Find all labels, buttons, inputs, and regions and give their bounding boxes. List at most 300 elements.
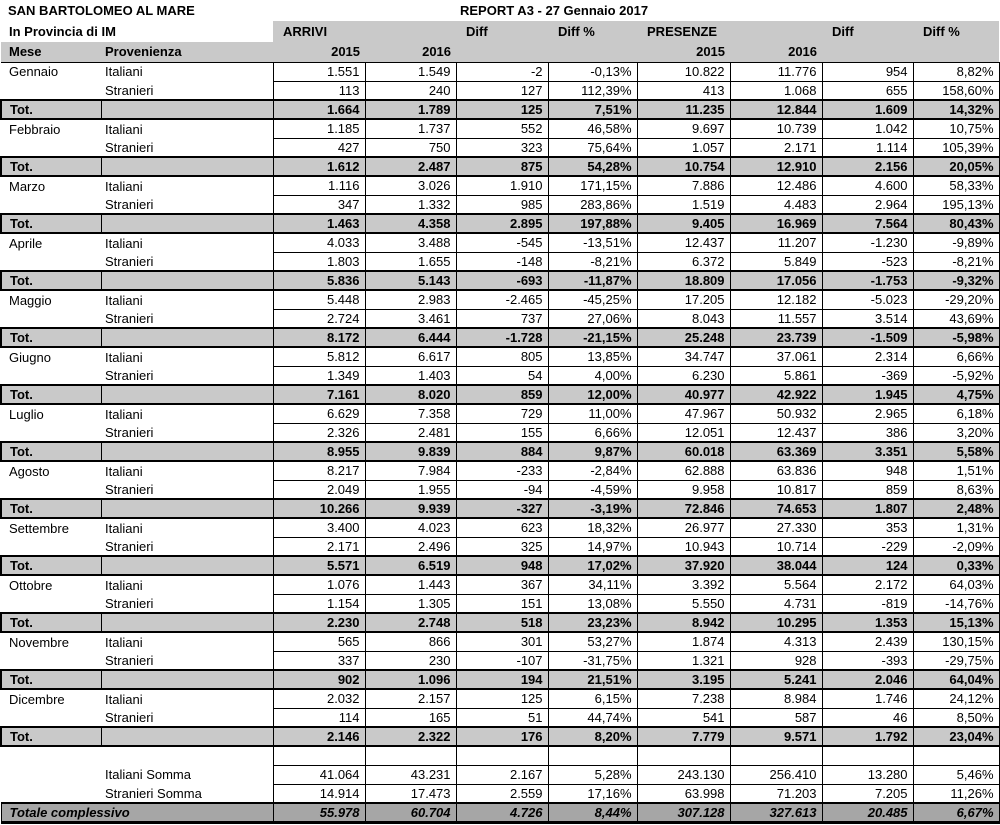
tot-value-cell: 1.096 [365,670,456,689]
tot-value-cell: 8.172 [273,328,365,347]
value-cell: 63.836 [730,461,822,480]
tot-value-cell: 63.369 [730,442,822,461]
value-cell: 8,50% [913,708,999,727]
value-cell: -2,84% [548,461,637,480]
value-cell: 750 [365,138,456,157]
month-total-row [1,727,999,746]
value-cell: 1.305 [365,594,456,613]
summary-value-cell: 13.280 [822,765,913,784]
value-cell: 6,18% [913,404,999,423]
month-total-row [1,442,999,461]
tot-value-cell: 21,51% [548,670,637,689]
value-cell: 11.557 [730,309,822,328]
provenienza-cell: Italiani [105,406,143,422]
tot-value-cell: 9.939 [365,499,456,518]
month-data-row [1,233,999,252]
value-cell: 127 [456,81,548,100]
value-cell: 2.171 [730,138,822,157]
value-cell: 1.321 [637,651,730,670]
tot-value-cell: 5.241 [730,670,822,689]
value-cell: 44,74% [548,708,637,727]
summary-value-cell: 17.473 [365,784,456,803]
value-cell: 1.746 [822,689,913,708]
tot-value-cell: -1.728 [456,328,548,347]
value-cell: 18,32% [548,518,637,537]
tot-value-cell: 2.322 [365,727,456,746]
value-cell: 325 [456,537,548,556]
tot-value-cell: 6.444 [365,328,456,347]
report-title: REPORT A3 - 27 Gennaio 2017 [460,3,649,18]
tot-value-cell: 42.922 [730,385,822,404]
tot-label-cell: Tot. [1,100,101,119]
month-total-row [1,157,999,176]
tot-value-cell: 12,00% [548,385,637,404]
tot-value-cell: -693 [456,271,548,290]
tot-value-cell: 518 [456,613,548,632]
value-cell: 1.737 [365,119,456,138]
value-cell: 125 [456,689,548,708]
arrivi-2015-header: 2015 [273,42,365,62]
tot-value-cell: 1.609 [822,100,913,119]
tot-label-cell: Tot. [1,328,101,347]
value-cell: 158,60% [913,81,999,100]
value-cell: 13,08% [548,594,637,613]
value-cell: -2,09% [913,537,999,556]
provenienza-cell: Italiani [105,349,143,365]
summary-value-cell: 5,28% [548,765,637,784]
provenienza-cell: Stranieri [105,538,154,554]
value-cell: 6.617 [365,347,456,366]
tot-value-cell: 859 [456,385,548,404]
value-cell: 2.964 [822,195,913,214]
tot-value-cell: 176 [456,727,548,746]
value-cell: 1.116 [273,176,365,195]
value-cell: 5.550 [637,594,730,613]
value-cell: 14,97% [548,537,637,556]
value-cell: 230 [365,651,456,670]
value-cell: 53,27% [548,632,637,651]
month-total-row [1,613,999,632]
month-data-row [1,404,999,423]
value-cell: 2.983 [365,290,456,309]
summary-value-cell: 17,16% [548,784,637,803]
value-cell: 12.486 [730,176,822,195]
value-cell: 587 [730,708,822,727]
tot-label-cell: Tot. [1,613,101,632]
tot-value-cell: 2.046 [822,670,913,689]
value-cell: 4.023 [365,518,456,537]
tot-empty-cell [101,613,273,632]
month-name-cell: Febbraio [9,121,61,137]
summary-value-cell: 41.064 [273,765,365,784]
tot-value-cell: 7.161 [273,385,365,404]
tot-value-cell: 1.664 [273,100,365,119]
month-data-row [1,461,999,480]
tot-value-cell: 2.146 [273,727,365,746]
value-cell: 2.171 [273,537,365,556]
grand-total-value-cell: 6,67% [913,803,999,823]
tot-value-cell: 197,88% [548,214,637,233]
value-cell: 8.043 [637,309,730,328]
provenienza-column-header: Provenienza [101,42,273,62]
tot-empty-cell [101,442,273,461]
value-cell: 7.984 [365,461,456,480]
value-cell: 1.154 [273,594,365,613]
tot-value-cell: 5,58% [913,442,999,461]
presenze-diff-header: Diff [822,21,913,42]
value-cell: 54 [456,366,548,385]
value-cell: 729 [456,404,548,423]
value-cell: 1.332 [365,195,456,214]
grand-total-value-cell: 327.613 [730,803,822,823]
month-data-row [1,81,999,100]
grand-total-row [1,803,999,823]
month-name-cell [1,537,101,556]
value-cell: 427 [273,138,365,157]
tot-value-cell: 3.195 [637,670,730,689]
value-cell: 2.439 [822,632,913,651]
empty-header-cell [913,42,999,62]
value-cell: 5.564 [730,575,822,594]
month-total-row [1,499,999,518]
value-cell: 1.114 [822,138,913,157]
tot-value-cell: 12.910 [730,157,822,176]
month-total-row [1,556,999,575]
value-cell: 6,15% [548,689,637,708]
value-cell: 64,03% [913,575,999,594]
spacer-value-cell [273,746,365,765]
summary-value-cell: 256.410 [730,765,822,784]
summary-value-cell: 43.231 [365,765,456,784]
value-cell: 10.714 [730,537,822,556]
summary-value-cell: 2.559 [456,784,548,803]
provenienza-cell: Italiani [105,64,143,80]
tot-label-cell: Tot. [1,157,101,176]
value-cell: 11.207 [730,233,822,252]
value-cell: 2.032 [273,689,365,708]
tot-empty-cell [101,214,273,233]
value-cell: 3.392 [637,575,730,594]
value-cell: 12.437 [637,233,730,252]
value-cell: -31,75% [548,651,637,670]
value-cell: 6,66% [548,423,637,442]
month-data-row [1,537,999,556]
value-cell: -29,20% [913,290,999,309]
value-cell: 347 [273,195,365,214]
mese-column-header: Mese [1,42,101,62]
tot-value-cell: 72.846 [637,499,730,518]
value-cell: 2.049 [273,480,365,499]
tot-value-cell: 15,13% [913,613,999,632]
report-table [0,21,1000,824]
value-cell: 27.330 [730,518,822,537]
value-cell: 165 [365,708,456,727]
value-cell: 7.886 [637,176,730,195]
value-cell: 1.403 [365,366,456,385]
month-data-row [1,176,999,195]
value-cell: 12.437 [730,423,822,442]
value-cell: 5.812 [273,347,365,366]
value-cell: 113 [273,81,365,100]
spacer-cell [1,746,101,765]
grand-total-value-cell: 307.128 [637,803,730,823]
empty-header-cell [548,42,637,62]
value-cell: -2.465 [456,290,548,309]
tot-value-cell: 2.230 [273,613,365,632]
tot-value-cell: 9,87% [548,442,637,461]
provenienza-cell: Italiani [105,520,143,536]
value-cell: 7.358 [365,404,456,423]
tot-label-cell: Tot. [1,670,101,689]
tot-value-cell: -9,32% [913,271,999,290]
spacer-cell [101,746,273,765]
value-cell: -229 [822,537,913,556]
value-cell: 948 [822,461,913,480]
tot-value-cell: 20,05% [913,157,999,176]
empty-header-cell [730,21,822,42]
tot-value-cell: -1.509 [822,328,913,347]
month-name-cell [1,195,101,214]
value-cell: 3.488 [365,233,456,252]
value-cell: 37.061 [730,347,822,366]
value-cell: 114 [273,708,365,727]
summary-empty-cell [1,765,101,784]
value-cell: 7.238 [637,689,730,708]
value-cell: 565 [273,632,365,651]
grand-total-value-cell: 8,44% [548,803,637,823]
tot-value-cell: 1.807 [822,499,913,518]
month-name-cell: Giugno [9,349,51,365]
tot-value-cell: 11.235 [637,100,730,119]
value-cell: 4,00% [548,366,637,385]
tot-value-cell: 1.945 [822,385,913,404]
value-cell: -523 [822,252,913,271]
month-data-row [1,138,999,157]
column-header-row [1,42,999,62]
value-cell: -29,75% [913,651,999,670]
tot-value-cell: 3.351 [822,442,913,461]
value-cell: 1.549 [365,62,456,81]
value-cell: 112,39% [548,81,637,100]
tot-value-cell: 38.044 [730,556,822,575]
value-cell: 367 [456,575,548,594]
value-cell: -233 [456,461,548,480]
value-cell: 2.724 [273,309,365,328]
value-cell: 4.600 [822,176,913,195]
tot-label-cell: Tot. [1,556,101,575]
value-cell: -8,21% [913,252,999,271]
tot-label-cell: Tot. [1,499,101,518]
tot-value-cell: 5.571 [273,556,365,575]
value-cell: 1.519 [637,195,730,214]
tot-value-cell: 80,43% [913,214,999,233]
value-cell: 130,15% [913,632,999,651]
month-name-cell: Marzo [9,178,46,194]
value-cell: -4,59% [548,480,637,499]
month-name-cell [1,81,101,100]
tot-value-cell: 125 [456,100,548,119]
value-cell: 323 [456,138,548,157]
month-name-cell [1,366,101,385]
summary-row [1,765,999,784]
value-cell: 17.205 [637,290,730,309]
value-cell: 34,11% [548,575,637,594]
empty-header-cell [822,42,913,62]
value-cell: 3.026 [365,176,456,195]
value-cell: 3.514 [822,309,913,328]
value-cell: 2.481 [365,423,456,442]
value-cell: 859 [822,480,913,499]
arrivi-2016-header: 2016 [365,42,456,62]
tot-value-cell: -5,98% [913,328,999,347]
tot-value-cell: 14,32% [913,100,999,119]
tot-value-cell: 8.955 [273,442,365,461]
provenienza-cell: Italiani [105,121,143,137]
tot-value-cell: 2.748 [365,613,456,632]
summary-value-cell: 5,46% [913,765,999,784]
spacer-value-cell [456,746,548,765]
tot-label-cell: Tot. [1,385,101,404]
tot-value-cell: -11,87% [548,271,637,290]
provenienza-cell: Stranieri [105,253,154,269]
tot-value-cell: 8.942 [637,613,730,632]
month-data-row [1,366,999,385]
tot-value-cell: 4.358 [365,214,456,233]
tot-value-cell: 60.018 [637,442,730,461]
month-data-row [1,575,999,594]
tot-value-cell: 2.487 [365,157,456,176]
value-cell: 6.629 [273,404,365,423]
tot-value-cell: 7,51% [548,100,637,119]
value-cell: 1,51% [913,461,999,480]
tot-value-cell: 23.739 [730,328,822,347]
value-cell: 5.861 [730,366,822,385]
tot-label-cell: Tot. [1,271,101,290]
value-cell: 623 [456,518,548,537]
value-cell: 9.958 [637,480,730,499]
month-data-row [1,480,999,499]
tot-value-cell: 40.977 [637,385,730,404]
value-cell: 10.822 [637,62,730,81]
tot-value-cell: 9.571 [730,727,822,746]
tot-value-cell: 10.295 [730,613,822,632]
tot-value-cell: -3,19% [548,499,637,518]
month-name-cell: Dicembre [9,691,65,707]
value-cell: -8,21% [548,252,637,271]
value-cell: 1.803 [273,252,365,271]
tot-value-cell: 16.969 [730,214,822,233]
value-cell: 195,13% [913,195,999,214]
presenze-2015-header: 2015 [637,42,730,62]
tot-value-cell: 1.612 [273,157,365,176]
value-cell: 24,12% [913,689,999,708]
value-cell: 8,63% [913,480,999,499]
month-total-row [1,328,999,347]
tot-value-cell: 1.463 [273,214,365,233]
tot-empty-cell [101,727,273,746]
grand-total-value-cell: 60.704 [365,803,456,823]
value-cell: 171,15% [548,176,637,195]
summary-label-cell: Stranieri Somma [105,785,202,801]
month-data-row [1,195,999,214]
month-name-cell [1,594,101,613]
value-cell: 58,33% [913,176,999,195]
value-cell: 50.932 [730,404,822,423]
value-cell: 866 [365,632,456,651]
value-cell: 10,75% [913,119,999,138]
value-cell: -94 [456,480,548,499]
month-data-row [1,62,999,81]
provenienza-cell: Stranieri [105,595,154,611]
provenienza-cell: Italiani [105,577,143,593]
month-name-cell [1,708,101,727]
value-cell: -545 [456,233,548,252]
value-cell: 928 [730,651,822,670]
arrivi-group-header: ARRIVI [273,21,365,42]
tot-empty-cell [101,385,273,404]
value-cell: -819 [822,594,913,613]
tot-label-cell: Tot. [1,727,101,746]
value-cell: 47.967 [637,404,730,423]
month-name-cell [1,651,101,670]
presenze-diffpct-header: Diff % [913,21,999,42]
provenienza-cell: Italiani [105,292,143,308]
value-cell: 1.185 [273,119,365,138]
value-cell: 8.217 [273,461,365,480]
value-cell: 1.057 [637,138,730,157]
value-cell: 301 [456,632,548,651]
value-cell: 2.496 [365,537,456,556]
value-cell: 2.157 [365,689,456,708]
month-name-cell [1,309,101,328]
month-data-row [1,518,999,537]
value-cell: -148 [456,252,548,271]
month-name-cell: Luglio [9,406,44,422]
month-total-row [1,670,999,689]
tot-value-cell: -327 [456,499,548,518]
tot-value-cell: 25.248 [637,328,730,347]
value-cell: 12.182 [730,290,822,309]
arrivi-diff-header: Diff [456,21,548,42]
month-name-cell: Aprile [9,235,43,251]
value-cell: 1.551 [273,62,365,81]
tot-value-cell: 12.844 [730,100,822,119]
value-cell: 155 [456,423,548,442]
summary-value-cell: 11,26% [913,784,999,803]
grand-total-value-cell: 4.726 [456,803,548,823]
value-cell: 240 [365,81,456,100]
value-cell: 6,66% [913,347,999,366]
value-cell: 5.849 [730,252,822,271]
value-cell: -13,51% [548,233,637,252]
summary-empty-cell [1,784,101,803]
value-cell: 1,31% [913,518,999,537]
summary-value-cell: 71.203 [730,784,822,803]
tot-value-cell: 74.653 [730,499,822,518]
value-cell: 954 [822,62,913,81]
tot-value-cell: 1.789 [365,100,456,119]
value-cell: 1.655 [365,252,456,271]
tot-empty-cell [101,670,273,689]
value-cell: 1.076 [273,575,365,594]
value-cell: 75,64% [548,138,637,157]
tot-value-cell: 9.839 [365,442,456,461]
title-row [0,0,1000,21]
month-name-cell: Maggio [9,292,52,308]
month-total-row [1,214,999,233]
value-cell: 805 [456,347,548,366]
tot-label-cell: Tot. [1,214,101,233]
